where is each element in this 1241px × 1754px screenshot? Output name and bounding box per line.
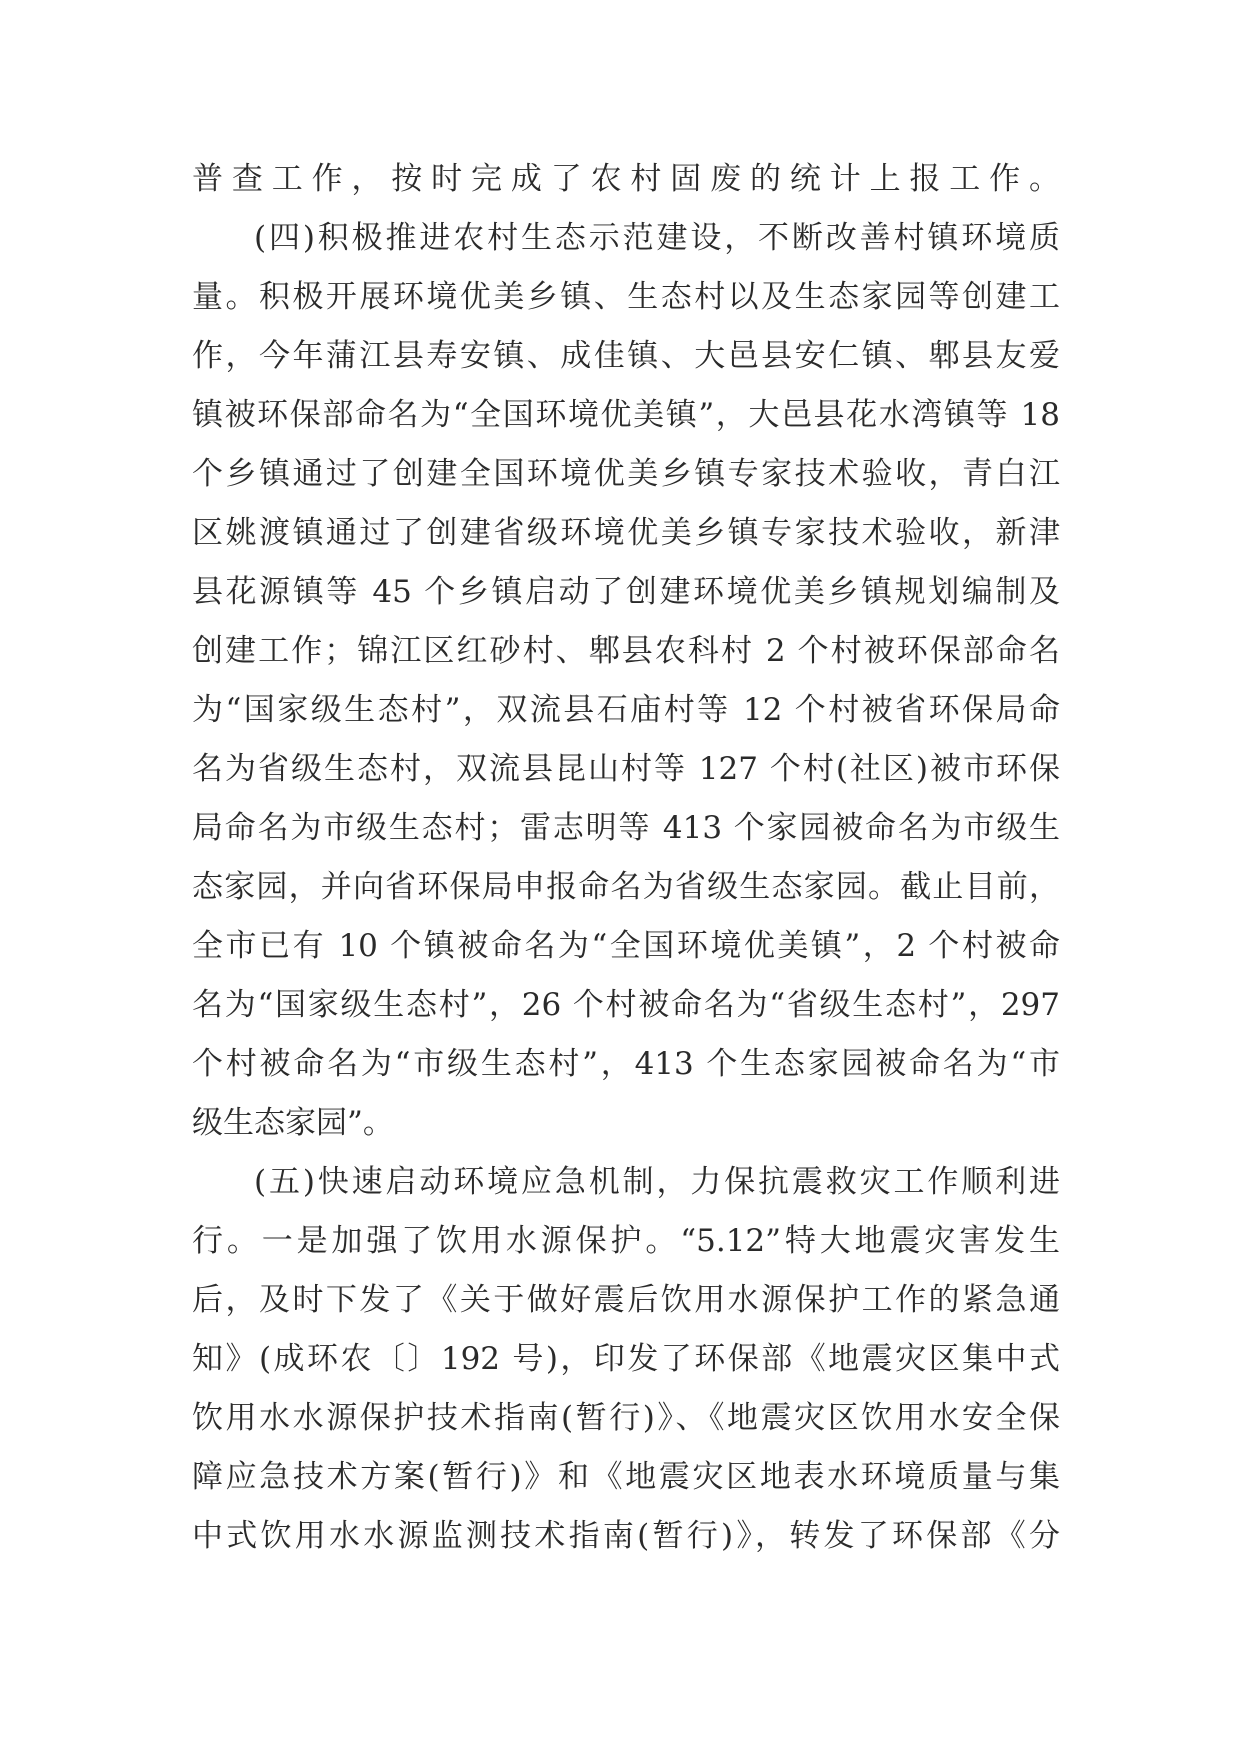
text-line-14: 全市已有 10 个镇被命名为“全国环境优美镇”，2 个村被命: [192, 928, 1060, 964]
text-line-7: 区姚渡镇通过了创建省级环境优美乡镇专家技术验收，新津: [192, 515, 1060, 551]
body-text: [192, 150, 1060, 1566]
text-line-20: 后，及时下发了《关于做好震后饮用水源保护工作的紧急通: [192, 1282, 1060, 1318]
text-line-21: 知》(成环农〔〕192 号)，印发了环保部《地震灾区集中式: [192, 1341, 1060, 1377]
text-line-1: 普查工作，按时完成了农村固废的统计上报工作。: [192, 161, 1060, 197]
text-line-24: 中式饮用水水源监测技术指南(暂行)》，转发了环保部《分: [192, 1518, 1060, 1554]
text-line-10: 为“国家级生态村”，双流县石庙村等 12 个村被省环保局命: [192, 692, 1060, 728]
text-line-6: 个乡镇通过了创建全国环境优美乡镇专家技术验收，青白江: [192, 456, 1060, 492]
text-line-19: 行。一是加强了饮用水源保护。“5.12”特大地震灾害发生: [192, 1223, 1060, 1259]
text-line-11: 名为省级生态村，双流县昆山村等 127 个村(社区)被市环保: [192, 751, 1060, 787]
text-line-9: 创建工作；锦江区红砂村、郫县农科村 2 个村被环保部命名: [192, 633, 1060, 669]
text-line-22: 饮用水水源保护技术指南(暂行)》、《地震灾区饮用水安全保: [192, 1400, 1060, 1436]
text-line-18: (五)快速启动环境应急机制，力保抗震救灾工作顺利进: [254, 1164, 1060, 1200]
text-line-16: 个村被命名为“市级生态村”，413 个生态家园被命名为“市: [192, 1046, 1060, 1082]
text-line-15: 名为“国家级生态村”，26 个村被命名为“省级生态村”，297: [192, 987, 1060, 1023]
text-line-17: 级生态家园”。: [192, 1105, 394, 1141]
text-line-8: 县花源镇等 45 个乡镇启动了创建环境优美乡镇规划编制及: [192, 574, 1060, 610]
text-line-23: 障应急技术方案(暂行)》和《地震灾区地表水环境质量与集: [192, 1459, 1060, 1495]
text-line-13: 态家园，并向省环保局申报命名为省级生态家园。截止目前，: [192, 869, 1060, 905]
text-line-2: (四)积极推进农村生态示范建设，不断改善村镇环境质: [254, 220, 1060, 256]
text-line-5: 镇被环保部命名为“全国环境优美镇”，大邑县花水湾镇等 18: [192, 397, 1060, 433]
text-line-3: 量。积极开展环境优美乡镇、生态村以及生态家园等创建工: [192, 279, 1060, 315]
text-line-12: 局命名为市级生态村；雷志明等 413 个家园被命名为市级生: [192, 810, 1060, 846]
text-line-4: 作，今年蒲江县寿安镇、成佳镇、大邑县安仁镇、郫县友爱: [192, 338, 1060, 374]
